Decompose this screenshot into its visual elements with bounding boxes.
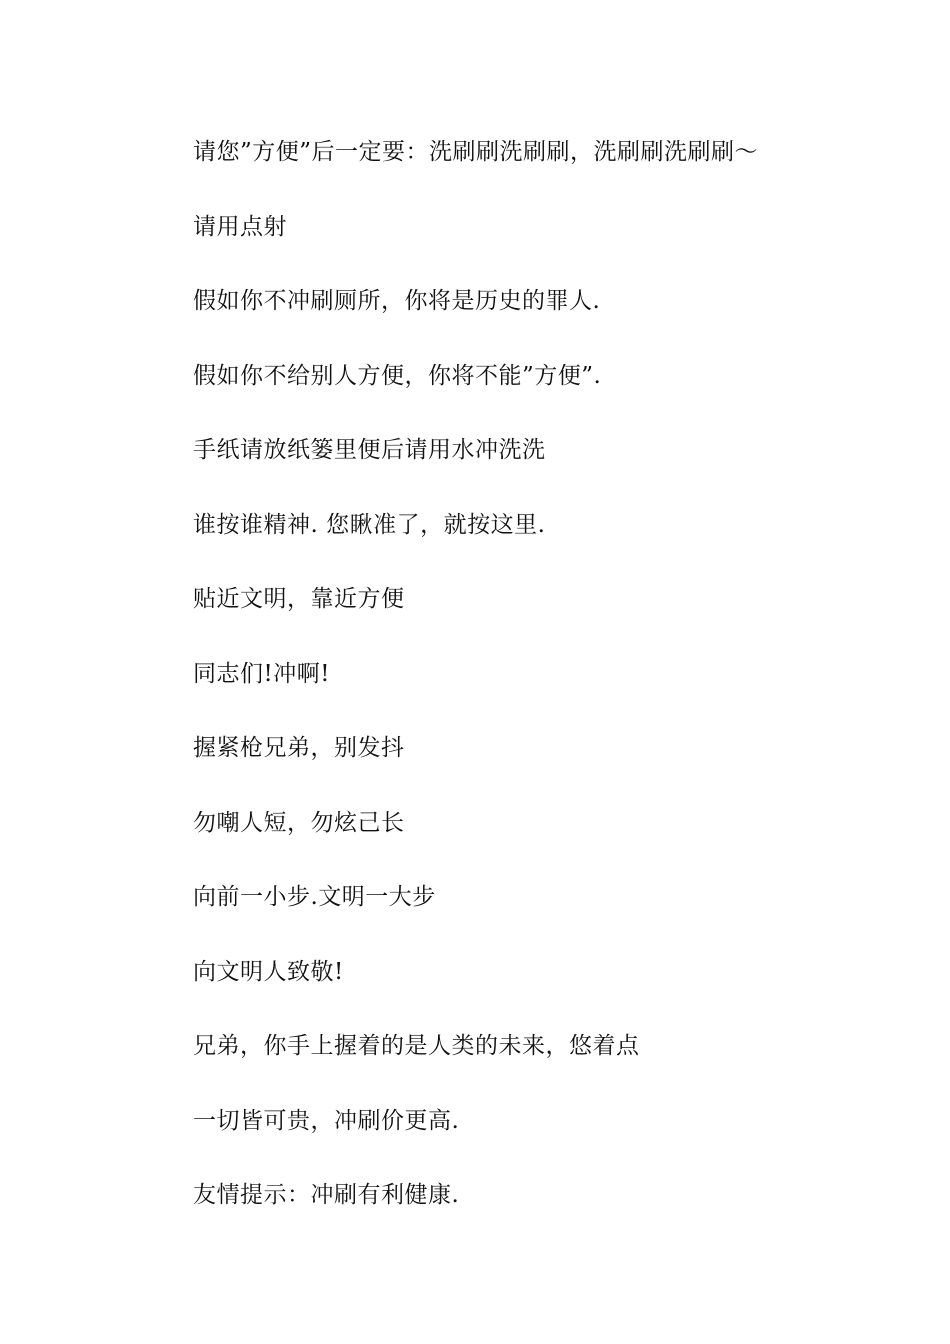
slogan-line: 贴近文明，靠近方便 <box>193 586 405 612</box>
slogan-line: 兄弟，你手上握着的是人类的未来，悠着点 <box>193 1033 640 1059</box>
slogan-line: 请用点射 <box>193 213 287 240</box>
slogan-line: 友情提示：冲刷有利健康. <box>193 1182 460 1208</box>
slogan-line: 请您”方便”后一定要：洗刷刷洗刷刷，洗刷刷洗刷刷～ <box>193 139 759 165</box>
slogan-line: 握紧枪兄弟，别发抖 <box>193 735 405 761</box>
slogan-line: 一切皆可贵，冲刷价更高. <box>193 1107 460 1134</box>
slogan-line: 向文明人致敬! <box>193 958 344 985</box>
slogan-list <box>193 132 833 1250</box>
slogan-line: 勿嘲人短，勿炫己长 <box>193 809 405 836</box>
slogan-line: 假如你不冲刷厕所，你将是历史的罪人. <box>193 288 601 314</box>
slogan-line: 谁按谁精神. 您瞅准了，就按这里. <box>193 511 546 538</box>
slogan-line: 假如你不给别人方便，你将不能”方便”. <box>193 362 602 389</box>
slogan-line: 手纸请放纸篓里便后请用水冲洗洗 <box>193 437 546 463</box>
slogan-line: 向前一小步.文明一大步 <box>193 884 436 910</box>
slogan-line: 同志们!冲啊! <box>193 660 330 687</box>
